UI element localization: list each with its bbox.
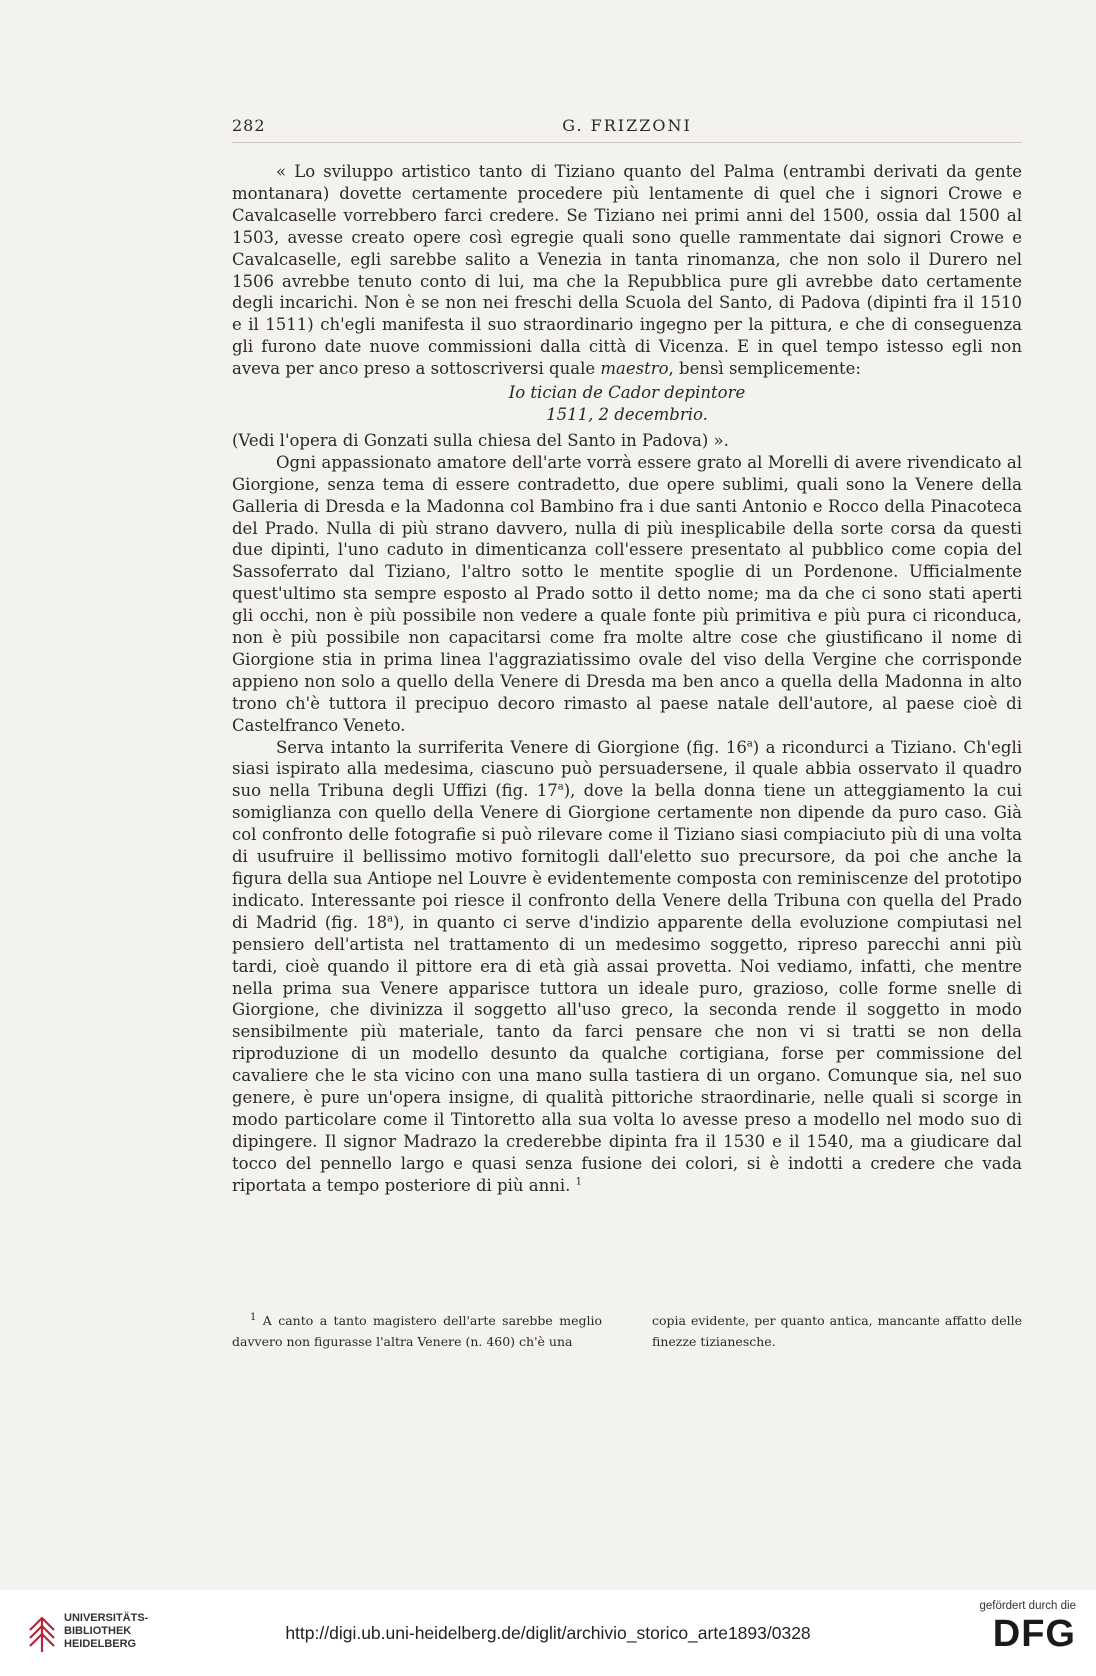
italic-term: maestro <box>600 359 669 379</box>
footnote-column-1: $^1$ A canto a tanto magistero dell'arte sarebbe meglio davvero non figurasse l'altra Venere (n. 460) ch'è una <box>232 1311 603 1349</box>
footnote-column-2: copia evidente, per quanto antica, mancante affatto delle finezze tizianesche. <box>652 1313 1022 1349</box>
running-title: G. FRIZZONI <box>562 116 692 135</box>
paragraph-3: Ogni appassionato amatore dell'arte vorrà essere grato al Morelli di avere rivendicato al Giorgione, senza tema di essere contradetto, due opere sublimi, quali sono la Venere della Galleria di Dresda e la Madonna col Bambino fra i due santi Antonio e Rocco della Pinacoteca del Prado. Nulla di più strano davvero, nulla di più inesplicabile della sorte corsa da questi due dipinti, l'uno caduto in dimenticanza coll'essere presentato al pubblico come copia del Sassoferrato dal Tiziano, l'altro sotto le mentite spoglie di un Pordenone. Ufficialmente quest'ultimo sta sempre esposto al Prado sotto il detto nome; ma da che ci sono stati aperti gli occhi, non è più possibile non vedere a quale fonte più primitiva e più pura ci riconduca, non è più possibile non capacitarsi come fra molte altre cose che giustificano il nome di Giorgione stia in prima linea l'aggraziatissimo ovale del viso della Vergine che corrisponde appieno non solo a quello della Venere di Dresda ma ben anco a quella della Madonna in alto trono ch'è tuttora il precipuo decoro rimasto al paese natale dell'autore, al paese cioè di Castelfranco Veneto. <box>232 452 1022 735</box>
funding-note: gefördert durch die <box>979 1600 1076 1612</box>
superscript: a <box>557 781 564 793</box>
footer-bar <box>0 1590 1096 1676</box>
page-number: 282 <box>232 116 266 135</box>
superscript: a <box>746 738 753 750</box>
footnote-reference[interactable]: 1 <box>575 1176 582 1188</box>
footnote-marker: 1 <box>250 1311 257 1323</box>
superscript: a <box>387 913 394 925</box>
signature-verse <box>232 382 1022 426</box>
verse-line-2: 1511, 2 decembrio. <box>546 404 708 424</box>
library-name: UNIVERSITÄTS- BIBLIOTHEK HEIDELBERG <box>64 1612 149 1650</box>
paragraph-4: Serva intanto la surriferita Venere di Giorgione (fig. 16$^a$) a ricondurci a Tiziano. Ch'egli siasi ispirato alla medesima, ciascuno può persuadersene, il quale abbia osservato il quadro suo nella Tribuna degli Uffizi (fig. 17$^a$), dove la bella donna tiene un atteggiamento la cui somiglianza con quello della Venere di Giorgione certamente non dipende da puro caso. Già col confronto delle fotografie si può rilevare come il Tiziano siasi compiaciuto più di una volta di usufruire il bellissimo motivo fornitogli dall'eletto suo precursore, da poi che anche la figura della sua Antiope nel Louvre è evidentemente composta con reminiscenze del prototipo indicato. Interessante poi riesce il confronto della Venere della Tribuna con quella del Prado di Madrid (fig. 18$^a$), in quanto ci serve d'indizio apparente della evoluzione compiutasi nel pensiero dell'artista nel trattamento di un medesimo soggetto, ripreso parecchi anni più tardi, cioè quando il pittore era di età già assai provetta. Noi vediamo, infatti, che mentre nella prima sua Venere apparisce tuttora un ideale puro, grazioso, colle forme snelle di Giorgione, che divinizza il soggetto all'uso greco, la seconda rende il soggetto in modo sensibilmente più materiale, tanto da farci pensare che non vi si tratti se non della riproduzione di un modello desunto da qualche cortigiana, forse per commissione del cavaliere che le sta vicino con una mano sulla tastiera di un organo. Comunque sia, nel suo genere, è pure un'opera insigne, di qualità pittoriche straordinarie, nelle quali si scorge in modo particolare come il Tintoretto alla sua volta lo avesse preso a modello nel modo suo di dipingere. Il signor Madrazo la crederebbe dipinta fra il 1530 e il 1540, ma a giudicare dal tocco del pennello largo e quasi senza fusione dei colori, si è indotti a credere che vada riportata a tempo posteriore di più anni. $^1$ <box>232 737 1022 1195</box>
paragraph-2: (Vedi l'opera di Gonzati sulla chiesa del Santo in Padova) ». <box>232 430 729 450</box>
running-head <box>232 112 1022 143</box>
permalink-url[interactable]: http://digi.ub.uni-heidelberg.de/diglit/archivio_storico_arte1893/0328 <box>285 1623 811 1643</box>
funding-credit[interactable] <box>976 1600 1076 1656</box>
footnotes <box>232 1310 1022 1352</box>
verse-line-1: Io tician de Cador depintore <box>508 383 746 403</box>
body-text <box>232 161 1022 1197</box>
dfg-logo: DFG <box>992 1613 1076 1655</box>
paragraph-1: « Lo sviluppo artistico tanto di Tiziano quanto del Palma (entrambi derivati da gente montanara) dovette certamente procedere più lentamente di quel che i signori Crowe e Cavalcaselle vorrebbero farci credere. Se Tiziano nei primi anni del 1500, ossia dal 1500 al 1503, avesse creato opere così egregie quali sono quelle rammentate dai signori Crowe e Cavalcaselle, egli sarebbe salito a Venezia in tanta rinomanza, che non solo il Durero nel 1506 avrebbe tenuto conto di lui, ma che la Repubblica pure gli avrebbe dato certamente degli incarichi. Non è se non nei freschi della Scuola del Santo, di Padova (dipinti fra il 1510 e il 1511) ch'egli manifesta il suo straordinario ingegno per la pittura, e che di conseguenza gli furono date nuove commissioni dalla città di Vicenza. E in quel tempo istesso egli non aveva per anco preso a sottoscriversi quale maestro, bensì semplicemente: <box>232 162 1022 379</box>
